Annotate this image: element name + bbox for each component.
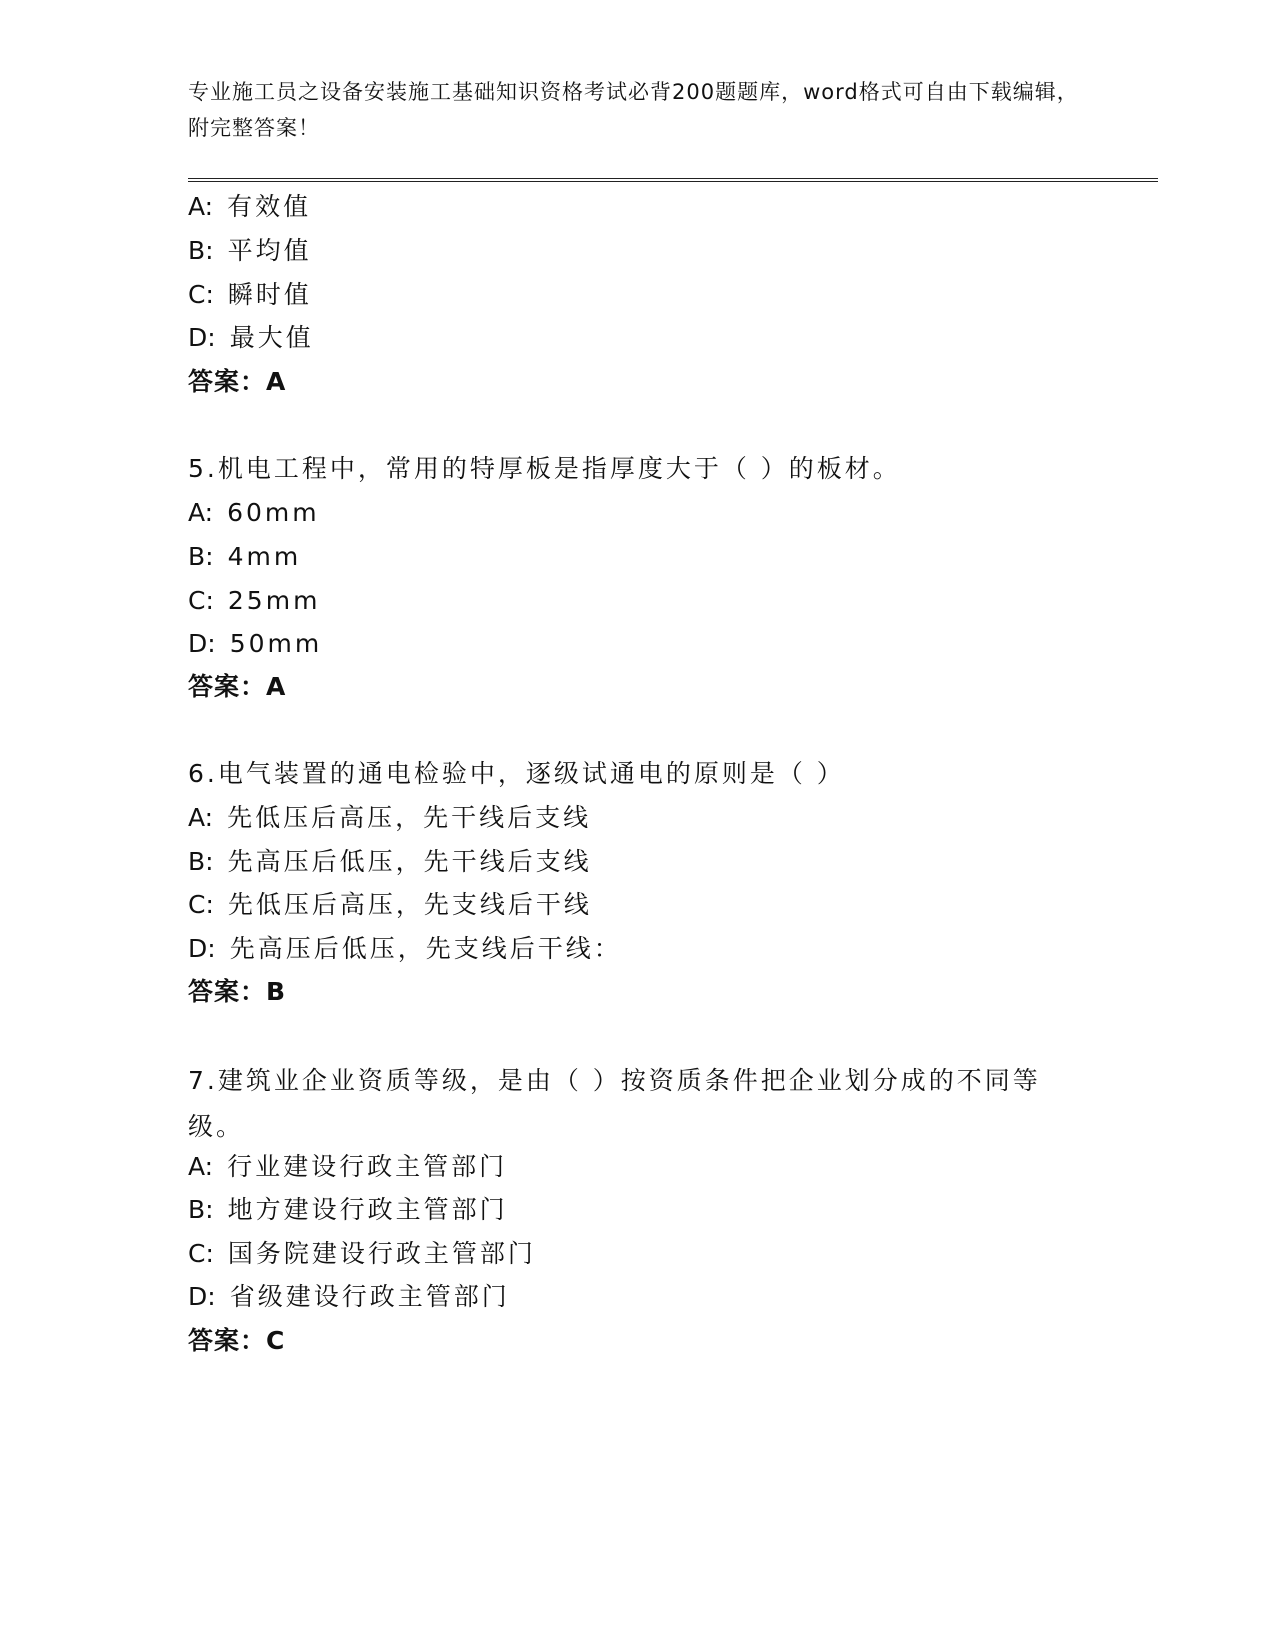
document-header: 专业施工员之设备安装施工基础知识资格考试必背200题题库，word格式可自由下载编辑，附完整答案！ <box>188 80 1079 140</box>
option-b: B: 4mm <box>188 542 302 571</box>
option-d: D: 最大值 <box>188 323 314 352</box>
option-b: B: 地方建设行政主管部门 <box>188 1195 508 1224</box>
option-a: A: 先低压后高压，先干线后支线 <box>188 803 592 832</box>
option-c: C: 国务院建设行政主管部门 <box>188 1239 536 1268</box>
answer-label: 答案：A <box>188 672 287 701</box>
option-b: B: 先高压后低压，先干线后支线 <box>188 847 592 876</box>
option-d: D: 50mm <box>188 629 323 658</box>
answer-label: 答案：A <box>188 367 287 396</box>
option-d: D: 先高压后低压，先支线后干线： <box>188 934 622 963</box>
option-d: D: 省级建设行政主管部门 <box>188 1282 510 1311</box>
option-c: C: 25mm <box>188 586 321 615</box>
option-c: C: 先低压后高压，先支线后干线 <box>188 890 592 919</box>
option-b: B: 平均值 <box>188 236 312 265</box>
answer-label: 答案：B <box>188 977 287 1006</box>
question-stem: 7.建筑业企业资质等级，是由（ ）按资质条件把企业划分成的不同等级。 <box>188 1066 1041 1141</box>
question-stem: 5.机电工程中，常用的特厚板是指厚度大于（ ）的板材。 <box>188 454 901 483</box>
option-a: A: 有效值 <box>188 192 312 221</box>
option-a: A: 行业建设行政主管部门 <box>188 1152 508 1181</box>
option-c: C: 瞬时值 <box>188 280 312 309</box>
question-stem: 6.电气装置的通电检验中，逐级试通电的原则是（ ） <box>188 759 845 788</box>
answer-label: 答案：C <box>188 1326 286 1355</box>
header-rule <box>188 178 1158 182</box>
option-a: A: 60mm <box>188 498 320 527</box>
